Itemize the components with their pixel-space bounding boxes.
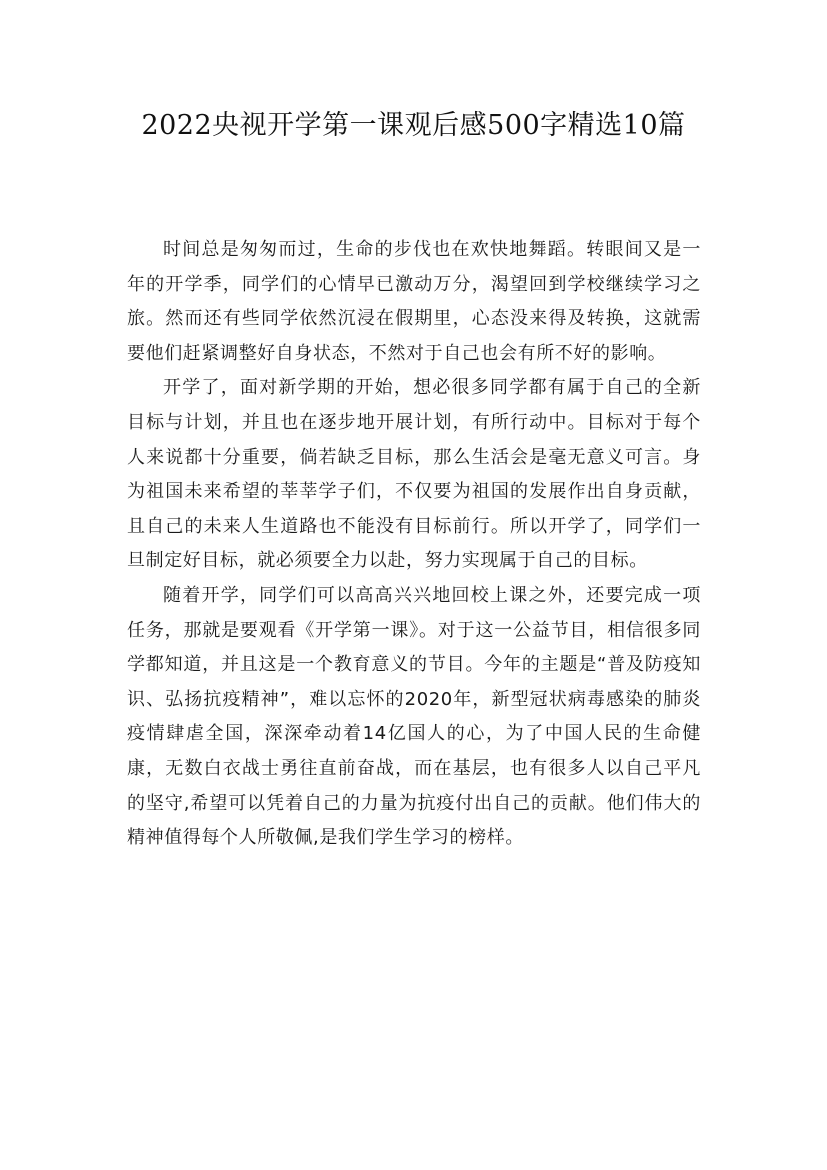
paragraph-3: 随着开学，同学们可以高高兴兴地回校上课之外，还要完成一项任务，那就是要观看《开学第一课》。对于这一公益节目，相信很多同学都知道，并且这是一个教育意义的节目。今年的主题是“普及防疫知识、弘扬抗疫精神”，难以忘怀的2020年，新型冠状病毒感染的肺炎疫情肆虐全国，深深牵动着14亿国人的心，为了中国人民的生命健康，无数白衣战士勇往直前奋战，而在基层，也有很多人以自己平凡的坚守,希望可以凭着自己的力量为抗疫付出自己的贡献。他们伟大的精神值得每个人所敬佩,是我们学生学习的榜样。 (127, 584, 701, 849)
paragraph-1: 时间总是匆匆而过，生命的步伐也在欢快地舞蹈。转眼间又是一年的开学季，同学们的心情早已激动万分，渴望回到学校继续学习之旅。然而还有些同学依然沉浸在假期里，心态没来得及转换，这就需要他们赶紧调整好自身状态，不然对于自己也会有所不好的影响。 (127, 239, 701, 364)
paragraph-2: 开学了，面对新学期的开始，想必很多同学都有属于自己的全新目标与计划，并且也在逐步地开展计划，有所行动中。目标对于每个人来说都十分重要，倘若缺乏目标，那么生活会是毫无意义可言。身为祖国未来希望的莘莘学子们，不仅要为祖国的发展作出自身贡献，且自己的未来人生道路也不能没有目标前行。所以开学了，同学们一旦制定好目标，就必须要全力以赴，努力实现属于自己的目标。 (127, 377, 701, 572)
document-title: 2022央视开学第一课观后感500字精选10篇 (141, 110, 686, 141)
document-body (127, 233, 701, 856)
